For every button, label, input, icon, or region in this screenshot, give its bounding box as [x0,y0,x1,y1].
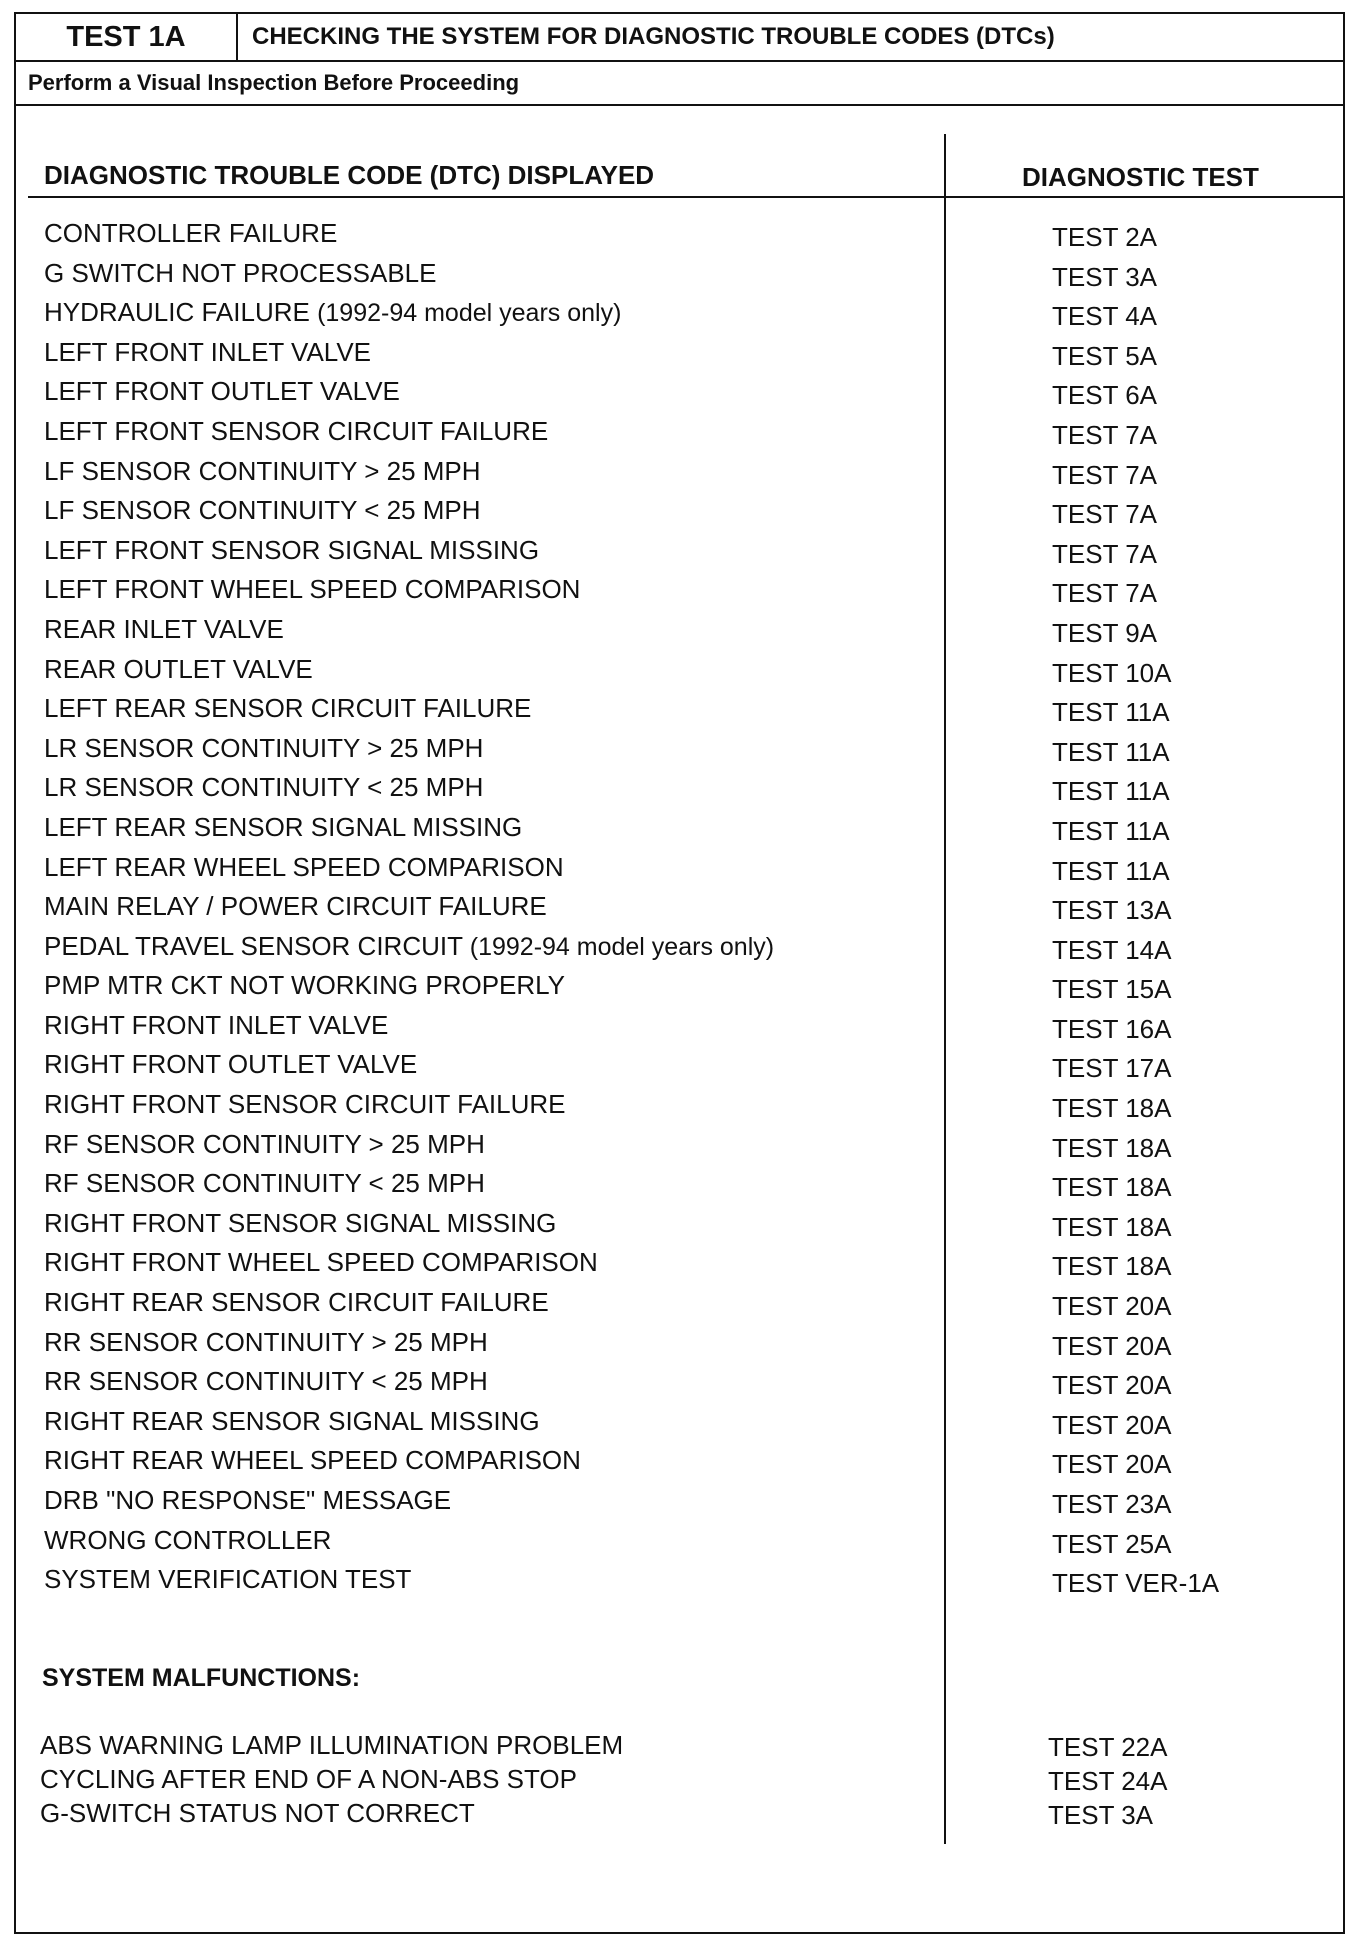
diagnostic-test-ref: TEST 13A [1052,895,1172,926]
diagnostic-test-ref: TEST 20A [1052,1330,1172,1361]
dtc-table-body [16,218,1343,1604]
diagnostic-test-ref: TEST 11A [1052,776,1170,807]
table-row [16,1730,1343,1764]
header-rule [28,196,1343,198]
test-id: TEST 1A [16,14,238,60]
table-row [16,614,1343,654]
dtc-label: RR SENSOR CONTINUITY < 25 MPH [44,1366,488,1397]
dtc-label: LEFT FRONT OUTLET VALVE [44,376,400,407]
title-bar [16,14,1343,62]
diagnostic-test-ref: TEST 20A [1052,1370,1172,1401]
table-row [16,852,1343,892]
diagnostic-test-ref: TEST 22A [1048,1732,1168,1762]
table-row [16,1327,1343,1367]
dtc-label: LEFT REAR WHEEL SPEED COMPARISON [44,851,564,882]
diagnostic-test-ref: TEST 11A [1052,855,1170,886]
dtc-label: RIGHT FRONT INLET VALVE [44,1009,389,1040]
table-row [16,1287,1343,1327]
table-row [16,1089,1343,1129]
table-row [16,693,1343,733]
table-row [16,1168,1343,1208]
table-row [16,376,1343,416]
table-row [16,1247,1343,1287]
table-row [16,218,1343,258]
table-row [16,772,1343,812]
dtc-label: PEDAL TRAVEL SENSOR CIRCUIT (1992-94 model years only) [44,930,775,961]
dtc-label: RIGHT REAR WHEEL SPEED COMPARISON [44,1445,581,1476]
dtc-label: LEFT FRONT INLET VALVE [44,336,372,367]
table-row [16,1406,1343,1446]
diagnostic-test-ref: TEST 3A [1052,261,1158,292]
table-row [16,931,1343,971]
diagnostic-test-ref: TEST 9A [1052,617,1158,648]
diagnostic-test-ref: TEST 14A [1052,934,1172,965]
dtc-label: LEFT FRONT SENSOR CIRCUIT FAILURE [44,415,549,446]
table-row [16,733,1343,773]
dtc-label: RIGHT FRONT WHEEL SPEED COMPARISON [44,1247,598,1278]
dtc-label: LF SENSOR CONTINUITY > 25 MPH [44,455,481,486]
diagnostic-test-ref: TEST 20A [1052,1409,1172,1440]
table-row [16,1798,1343,1832]
dtc-label: REAR OUTLET VALVE [44,653,313,684]
dtc-label: CONTROLLER FAILURE [44,218,338,248]
table-row [16,1525,1343,1565]
dtc-label: PMP MTR CKT NOT WORKING PROPERLY [44,970,566,1001]
dtc-label: LEFT REAR SENSOR SIGNAL MISSING [44,811,523,842]
diagnostic-test-ref: TEST 7A [1052,499,1158,530]
dtc-label: RR SENSOR CONTINUITY > 25 MPH [44,1326,488,1357]
diagnostic-test-ref: TEST 10A [1052,657,1172,688]
diagnostic-test-ref: TEST 23A [1052,1489,1172,1519]
table-row [16,1129,1343,1169]
dtc-label: RIGHT REAR SENSOR SIGNAL MISSING [44,1405,540,1436]
dtc-label: DRB "NO RESPONSE" MESSAGE [44,1485,452,1515]
dtc-label: MAIN RELAY / POWER CIRCUIT FAILURE [44,891,547,922]
table-row [16,416,1343,456]
system-malfunctions-heading: SYSTEM MALFUNCTIONS: [42,1664,361,1692]
diagnostic-test-ref: TEST 5A [1052,340,1158,371]
table-row [16,654,1343,694]
column-header-dtc: DIAGNOSTIC TROUBLE CODE (DTC) DISPLAYED [44,160,655,190]
table-row [16,456,1343,496]
diagnostic-test-ref: TEST 11A [1052,815,1170,846]
diagnostic-test-ref: TEST 2A [1052,222,1158,252]
diagnostic-test-ref: TEST 6A [1052,380,1158,411]
table-row [16,1010,1343,1050]
table-row [16,812,1343,852]
diagnostic-test-ref: TEST 20A [1052,1291,1172,1322]
table-row [16,495,1343,535]
table-row [16,1049,1343,1089]
diagnostic-test-ref: TEST 18A [1052,1172,1172,1203]
dtc-label: RIGHT FRONT SENSOR CIRCUIT FAILURE [44,1089,566,1120]
diagnostic-test-ref: TEST 18A [1052,1093,1172,1124]
diagnostic-test-ref: TEST 3A [1048,1800,1154,1830]
table-row [16,1564,1343,1604]
diagnostic-test-ref: TEST 24A [1048,1766,1168,1796]
table-row [16,535,1343,575]
diagnostic-test-ref: TEST 16A [1052,1013,1172,1044]
diagnostic-test-ref: TEST 4A [1052,301,1158,332]
diagnostic-test-ref: TEST 20A [1052,1449,1172,1480]
dtc-label: WRONG CONTROLLER [44,1524,332,1555]
system-malfunctions-list [16,1730,1343,1832]
dtc-label: G SWITCH NOT PROCESSABLE [44,257,437,288]
dtc-label: LEFT FRONT WHEEL SPEED COMPARISON [44,574,581,605]
table-row [16,297,1343,337]
dtc-label: HYDRAULIC FAILURE (1992-94 model years only) [44,297,622,328]
diagnostic-test-ref: TEST 18A [1052,1132,1172,1163]
dtc-label: RIGHT FRONT SENSOR SIGNAL MISSING [44,1207,557,1238]
diagnostic-test-ref: TEST 11A [1052,697,1170,728]
dtc-label: LR SENSOR CONTINUITY < 25 MPH [44,772,484,803]
dtc-label: LF SENSOR CONTINUITY < 25 MPH [44,495,481,526]
table-row [16,970,1343,1010]
diagnostic-test-ref: TEST 15A [1052,974,1172,1005]
diagnostic-test-ref: TEST 18A [1052,1251,1172,1282]
table-row [16,1485,1343,1525]
dtc-label: RF SENSOR CONTINUITY > 25 MPH [44,1128,485,1159]
dtc-label: SYSTEM VERIFICATION TEST [44,1564,412,1595]
dtc-label: LEFT REAR SENSOR CIRCUIT FAILURE [44,693,532,724]
table-row [16,1366,1343,1406]
diagnostic-test-ref: TEST 17A [1052,1053,1172,1084]
dtc-label: RIGHT FRONT OUTLET VALVE [44,1049,418,1080]
table-row [16,891,1343,931]
dtc-label: CYCLING AFTER END OF A NON-ABS STOP [40,1764,577,1794]
dtc-label: RF SENSOR CONTINUITY < 25 MPH [44,1168,485,1199]
document-title: CHECKING THE SYSTEM FOR DIAGNOSTIC TROUBLE CODES (DTCs) [252,23,1055,50]
dtc-label: REAR INLET VALVE [44,613,284,644]
table-row [16,337,1343,377]
diagnostic-test-ref: TEST 11A [1052,736,1170,767]
diagnostic-test-ref: TEST 25A [1052,1528,1172,1559]
dtc-label: G-SWITCH STATUS NOT CORRECT [40,1798,475,1828]
diagnostic-test-ref: TEST 7A [1052,538,1158,569]
diagnostic-test-ref: TEST 18A [1052,1211,1172,1242]
dtc-label: LR SENSOR CONTINUITY > 25 MPH [44,732,484,763]
document-frame [14,12,1345,1934]
table-row [16,1445,1343,1485]
diagnostic-test-ref: TEST 7A [1052,578,1158,609]
diagnostic-test-ref: TEST VER-1A [1052,1568,1220,1599]
diagnostic-test-ref: TEST 7A [1052,419,1158,450]
dtc-label: RIGHT REAR SENSOR CIRCUIT FAILURE [44,1287,549,1318]
table-row [16,1764,1343,1798]
table-row [16,1208,1343,1248]
column-header-test: DIAGNOSTIC TEST [1022,162,1259,192]
diagnostic-test-ref: TEST 7A [1052,459,1158,490]
table-row [16,258,1343,298]
dtc-label: LEFT FRONT SENSOR SIGNAL MISSING [44,534,540,565]
dtc-label: ABS WARNING LAMP ILLUMINATION PROBLEM [40,1730,624,1760]
subtitle: Perform a Visual Inspection Before Proceeding [16,62,1343,106]
table-row [16,574,1343,614]
